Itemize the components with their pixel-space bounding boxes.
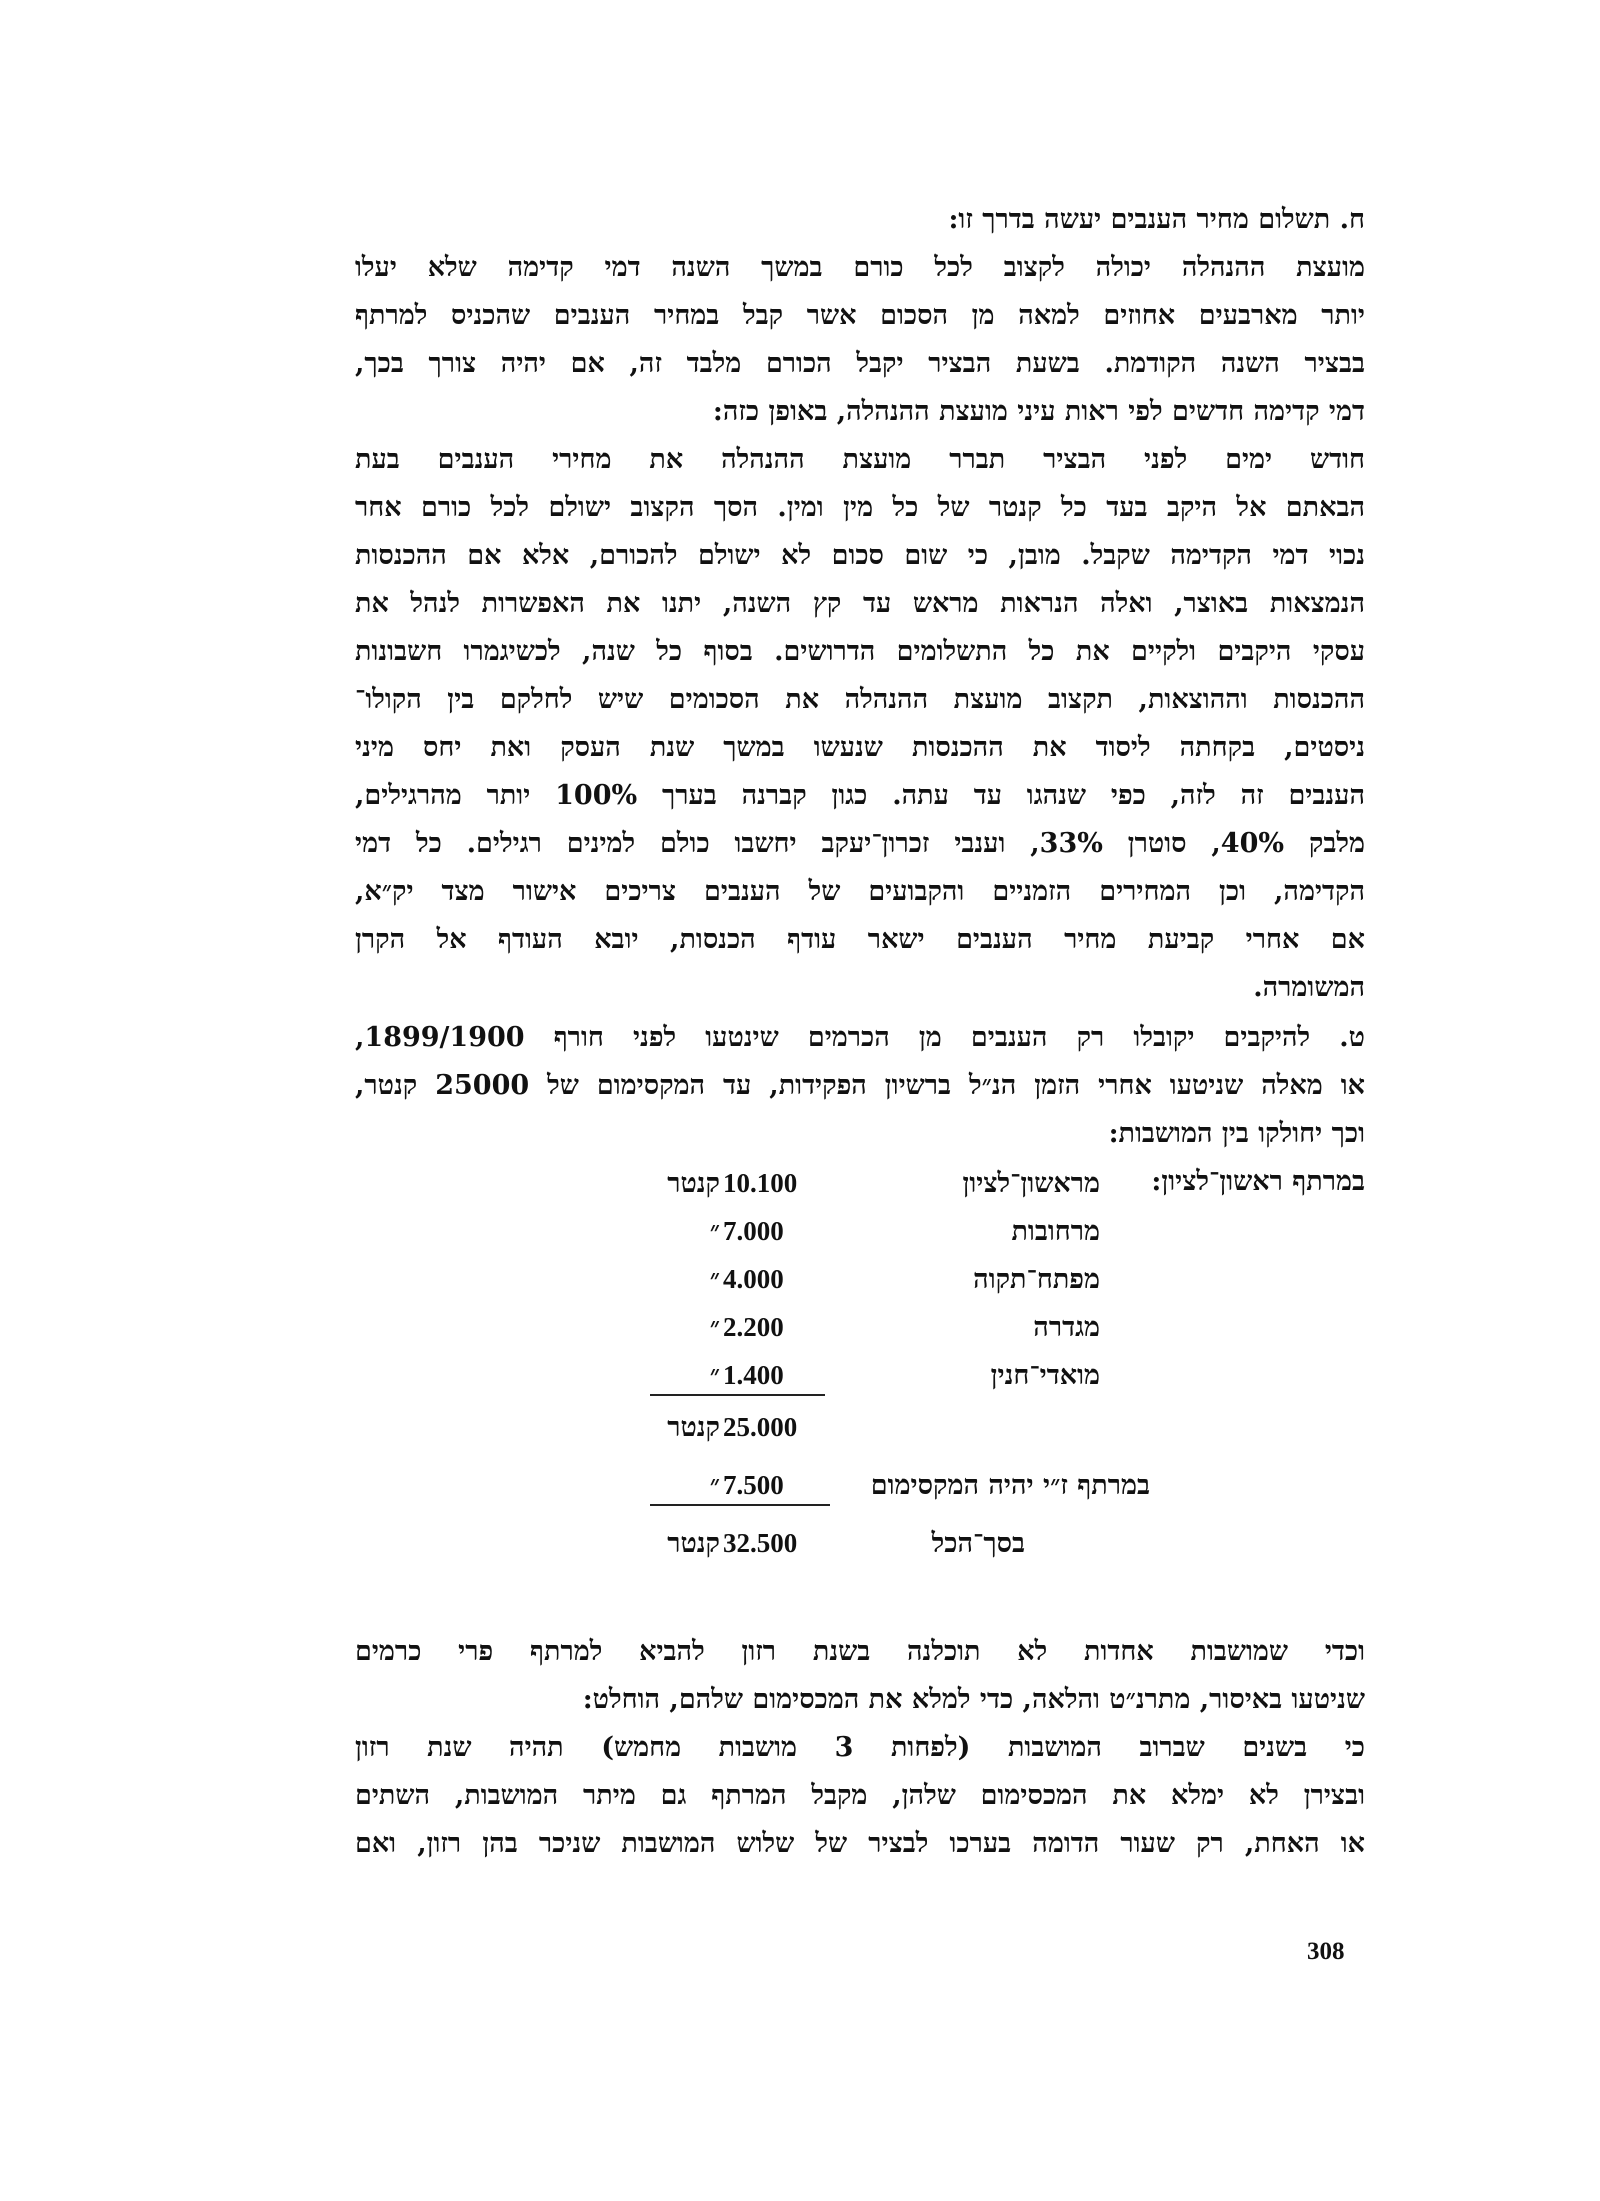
amount-cell: 2.200 [723, 1312, 784, 1342]
zichron-unit: ״ [709, 1470, 720, 1501]
place-cell: מואדי־חנין [990, 1360, 1100, 1391]
sum-rule [650, 1394, 825, 1396]
table-row [640, 1168, 1100, 1208]
text-line: ההכנסות וההוצאות, תקצוב מועצת ההנהלה את הסכומים שיש לחלקם בין הקולו־ [355, 684, 1365, 715]
table-intro: במרתף ראשון־לציון: [1151, 1166, 1365, 1197]
text-line: וכדי שמושבות אחדות לא תוכלנה בשנת רזון להביא למרתף פרי כרמים [355, 1636, 1365, 1667]
total-label: בסך־הכל [931, 1528, 1025, 1559]
unit-cell: ״ [709, 1360, 720, 1391]
subtotal-row [640, 1412, 1100, 1452]
zichron-label: במרתף ז״י יהיה המקסימום [870, 1470, 1150, 1501]
text-line: ניסטים, בקחתה ליסוד את ההכנסות שנעשו במשך שנת העסק ואת יחס מיני [355, 732, 1365, 763]
text-line: הבאתם אל היקב בעד כל קנטר של כל מין ומין. הסך הקצוב ישולם לכל כורם אחר [355, 492, 1365, 523]
table-row [640, 1216, 1100, 1256]
text-line: חודש ימים לפני הבציר תברר מועצת ההנהלה את מחירי הענבים בעת [355, 444, 1365, 475]
text-line: בבציר השנה הקודמת. בשעת הבציר יקבל הכורם מלבד זה, אם יהיה צורך בכך, [355, 348, 1365, 379]
amount-cell: 1.400 [723, 1360, 784, 1390]
table-row [640, 1264, 1100, 1304]
place-cell: מפתח־תקוה [973, 1264, 1100, 1295]
place-cell: מראשון־לציון [962, 1168, 1100, 1199]
amount-cell: 10.100 [723, 1168, 798, 1198]
text-line: או מאלה שניטעו אחרי הזמן הנ״ל ברשיון הפקידות, עד המקסימום של 25000 קנטר, [355, 1070, 1365, 1101]
section-t-heading: ט. להיקבים יקובלו רק הענבים מן הכרמים שינטעו לפני חורף 1899/1900, [355, 1022, 1365, 1053]
unit-cell: ״ [709, 1312, 720, 1343]
text-line: המשומרה. [1253, 972, 1365, 1003]
table-row [640, 1312, 1100, 1352]
text-line: או האחת, רק שעור הדומה בערכו לבציר של שלוש המושבות שניכר בהן רזון, ואם [355, 1828, 1365, 1859]
total-amount: 32.500 [723, 1528, 798, 1558]
zichron-amount: 7.500 [723, 1470, 784, 1500]
section-h [355, 196, 1365, 1012]
total-unit: קנטר [667, 1528, 720, 1559]
text-line: וכך יחולקו בין המושבות: [1108, 1118, 1365, 1149]
text-line: עסקי היקבים ולקיים את כל התשלומים הדרושים. בסוף כל שנה, לכשיגמרו חשבונות [355, 636, 1365, 667]
amount-cell: 4.000 [723, 1264, 784, 1294]
text-line: הנמצאות באוצר, ואלה הנראות מראש עד קץ השנה, יתנו את האפשרות לנהל את [355, 588, 1365, 619]
text-line: יותר מארבעים אחוזים למאה מן הסכום אשר קבל במחיר הענבים שהכניס למרתף [355, 300, 1365, 331]
subtotal-amount: 25.000 [723, 1412, 798, 1442]
text-line: הקדימה, וכן המחירים הזמניים והקבועים של הענבים צריכים אישור מצד יק״א, [355, 876, 1365, 907]
text-line: אם אחרי קביעת מחיר הענבים ישאר עודף הכנסות, יובא העודף אל הקרן [355, 924, 1365, 955]
text-line: דמי קדימה חדשים לפי ראות עיני מועצת ההנהלה, באופן כזה: [712, 396, 1365, 427]
place-cell: מרחובות [1011, 1216, 1100, 1247]
section-h-heading: ח. תשלום מחיר הענבים יעשה בדרך זו: [948, 204, 1365, 235]
closing-paragraph [355, 1628, 1365, 1868]
text-line: שניטעו באיסור, מתרנ״ט והלאה, כדי למלא את המכסימום שלהם, הוחלט: [582, 1684, 1365, 1715]
amount-cell: 7.000 [723, 1216, 784, 1246]
page-number: 308 [1307, 1938, 1345, 1965]
total-row [640, 1528, 1100, 1568]
text-line: ובצירן לא ימלא את המכסימום שלהן, מקבל המרתף גם מיתר המושבות, השתים [355, 1780, 1365, 1811]
unit-cell: קנטר [667, 1168, 720, 1199]
unit-cell: ״ [709, 1264, 720, 1295]
subtotal-unit: קנטר [667, 1412, 720, 1443]
text-line: הענבים זה לזה, כפי שנהגו עד עתה. כגון קברנה בערך 100% יותר מהרגילים, [355, 780, 1365, 811]
unit-cell: ״ [709, 1216, 720, 1247]
sum-rule [650, 1504, 830, 1506]
text-line: מועצת ההנהלה יכולה לקצוב לכל כורם במשך השנה דמי קדימה שלא יעלו [355, 252, 1365, 283]
text-line: מלבק 40%, סוטרן 33%, וענבי זכרון־יעקב יחשבו כולם למינים רגילים. כל דמי [355, 828, 1365, 859]
text-line: נכוי דמי הקדימה שקבל. מובן, כי שום סכום לא ישולם להכורם, אלא אם ההכנסות [355, 540, 1365, 571]
place-cell: מגדרה [1033, 1312, 1100, 1343]
text-line: כי בשנים שברוב המושבות (לפחות 3 מושבות מחמש) תהיה שנת רזון [355, 1732, 1365, 1763]
